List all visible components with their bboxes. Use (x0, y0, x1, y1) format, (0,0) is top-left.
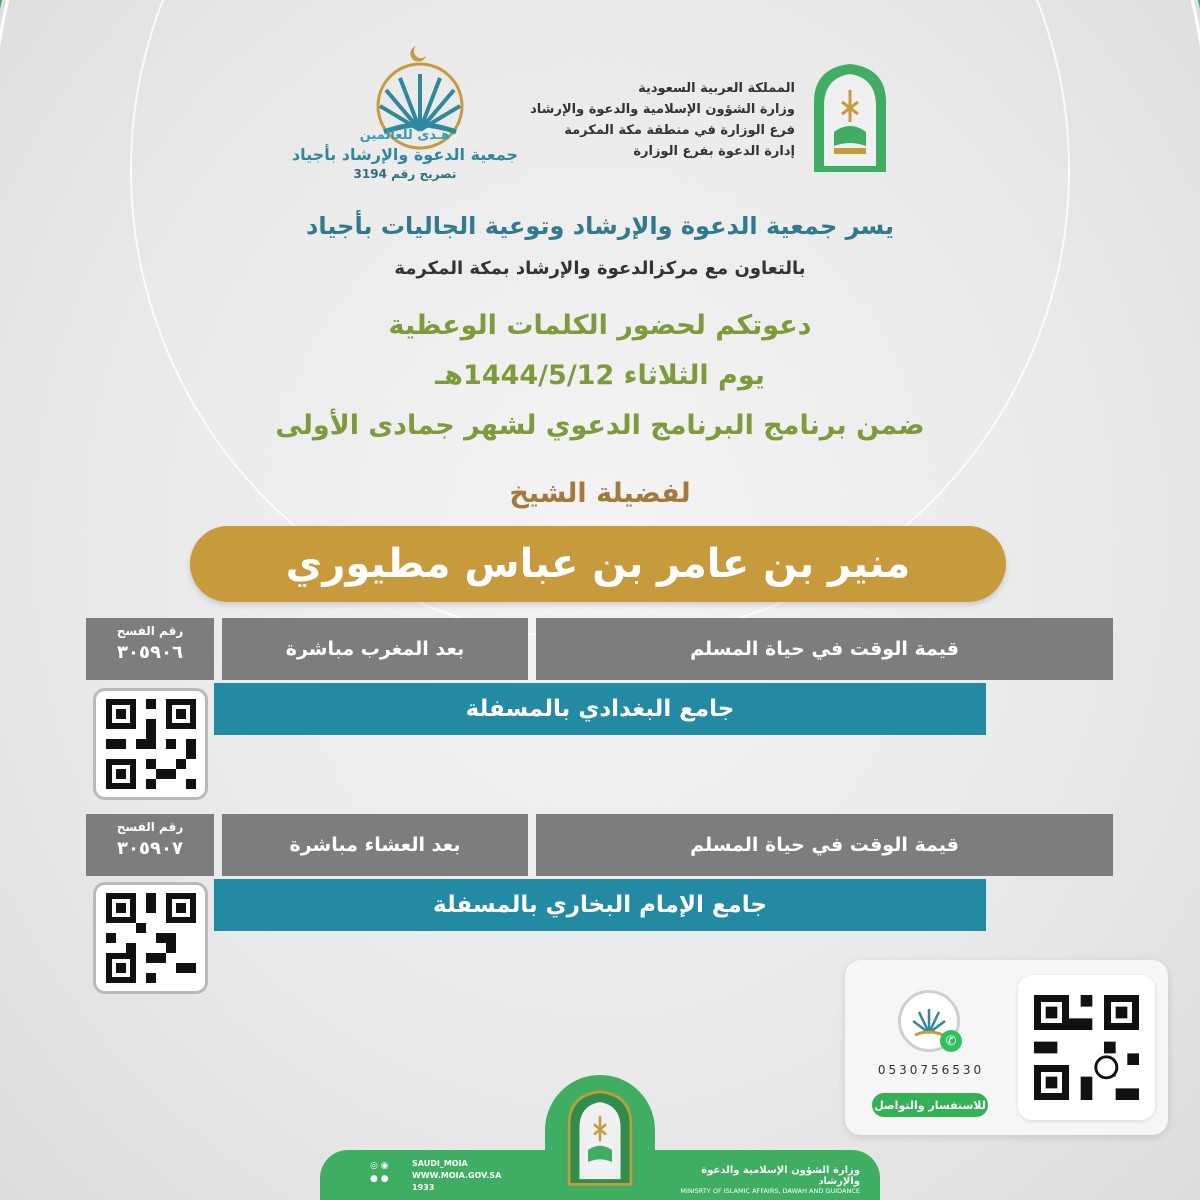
invite-line-program: ضمن برنامج البرنامج الدعوي لشهر جمادى الأولى (275, 410, 925, 441)
contact-phone[interactable]: 0530756530 (877, 1063, 985, 1077)
association-permit: تصريح رقم 3194 (353, 167, 457, 181)
contact-label: للاستفسار والتواصل (872, 1093, 988, 1117)
ministry-line: فرع الوزارة في منطقة مكة المكرمة (564, 123, 795, 138)
invite-line-cooperation: بالتعاون مع مركزالدعوة والإرشاد بمكة المكرمة (394, 258, 806, 279)
invite-line-invitation: دعوتكم لحضور الكلمات الوعظية (388, 310, 812, 341)
qr-code[interactable] (93, 688, 208, 800)
lecture-topic: قيمة الوقت في حياة المسلم (536, 618, 1113, 680)
qr-icon (1034, 995, 1139, 1100)
ministry-line: المملكة العربية السعودية (638, 81, 795, 96)
permit-number: ٣٠٥٩٠٦ (117, 642, 183, 663)
association-info (290, 128, 520, 181)
qr-icon (106, 699, 196, 789)
footer-logo (545, 1075, 655, 1200)
lecture-permit (86, 618, 214, 680)
lecture-permit (86, 814, 214, 876)
footer-contact (412, 1158, 501, 1194)
ministry-info (530, 78, 795, 162)
footer-ministry (660, 1165, 860, 1195)
social-icons-row-2: ● ● (370, 1174, 389, 1184)
ministry-line: وزارة الشؤون الإسلامية والدعوة والإرشاد (530, 102, 795, 117)
lecture-time: بعد المغرب مباشرة (222, 618, 528, 680)
invite-line-date: يوم الثلاثاء 1444/5/12هـ (435, 360, 765, 391)
footer-year: 1933 (412, 1183, 435, 1192)
ministry-logo (810, 62, 890, 174)
sheikh-name: منير بن عامر بن عباس مطيوري (190, 526, 1006, 602)
qr-code[interactable] (93, 882, 208, 994)
permit-number: ٣٠٥٩٠٧ (117, 838, 183, 859)
sheikh-title: لفضيلة الشيخ (509, 478, 691, 509)
footer-ministry-ar: وزارة الشؤون الإسلامية والدعوة والإرشاد (701, 1165, 860, 1187)
footer-handle[interactable]: SAUDI_MOIA (412, 1159, 468, 1168)
qr-icon (106, 893, 196, 983)
lecture-location: جامع البغدادي بالمسفلة (214, 683, 986, 735)
permit-label: رقم الفسح (116, 624, 184, 638)
contact-qr-code[interactable] (1018, 975, 1155, 1120)
lecture-location: جامع الإمام البخاري بالمسفلة (214, 879, 986, 931)
footer-social-icons (370, 1160, 404, 1186)
footer-ministry-en: MINISRTY OF ISLAMIC AFFAIRS, DAWAH AND GUIDANCE (680, 1187, 860, 1195)
invite-line-organizer: يسر جمعية الدعوة والإرشاد وتوعية الجاليات بأجياد (306, 212, 894, 240)
lecture-time: بعد العشاء مباشرة (222, 814, 528, 876)
association-name: جمعية الدعوة والإرشاد بأجياد (291, 145, 519, 164)
association-slogan: هـدى للعالمين (359, 128, 451, 143)
social-icons-row-1: ◎ ◉ (370, 1161, 389, 1171)
lecture-topic: قيمة الوقت في حياة المسلم (536, 814, 1113, 876)
footer-website[interactable]: WWW.MOIA.GOV.SA (412, 1171, 502, 1180)
ministry-logo-small (564, 1090, 636, 1186)
whatsapp-icon: ✆ (940, 1030, 962, 1052)
permit-label: رقم الفسح (116, 820, 184, 834)
ministry-line: إدارة الدعوة بفرع الوزارة (633, 144, 795, 159)
